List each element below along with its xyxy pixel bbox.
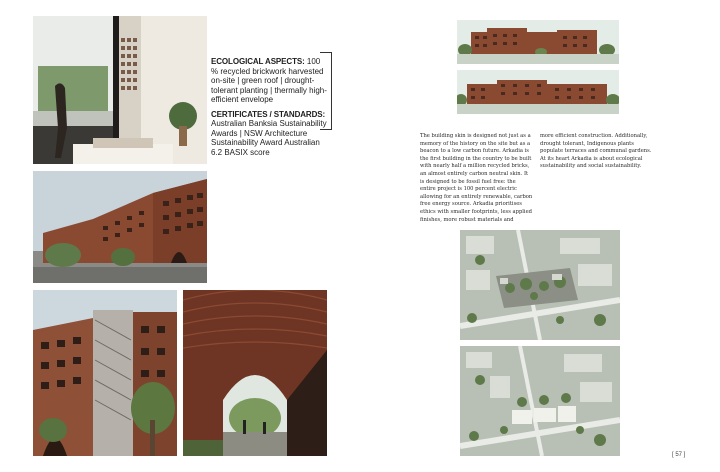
certificates-text: Australian Banksia Sustainability Awards | NSW Architecture Sustainability Award Australian 6.2 BASIX score xyxy=(211,119,327,157)
body-text-column-2: more efficient construction. Additionally, drought tolerant, Indigenous plants populate terraces and communal gardens. At its heart Arkadia is about ecological sustainability and social sustainability. xyxy=(540,133,652,170)
ecological-text: 100 % recycled brickwork harvested on-site | green roof | drought-tolerant planting | thermally high-efficient envelope xyxy=(211,57,327,104)
aspects-bracket xyxy=(320,52,332,130)
building-exterior-photo xyxy=(33,171,207,283)
facade-photo xyxy=(33,290,177,456)
arch-passage-photo xyxy=(183,290,327,456)
certificates-heading: CERTIFICATES / STANDARDS: xyxy=(211,109,326,119)
body-text-column-1: The building skin is designed not just as a memory of the history on the site but as a beacon to a low carbon future. Arkadia is the first building in the country to be built with nearly half a million recycled bricks, an almost entirely carbon neutral skin. It is designed to be fossil fuel free: the entire project is 100 percent electric allowing for an entirely renewable, carbon free energy source. Arkadia prioritises ethics with smaller footprints, less applied finishes, more robust materials and xyxy=(420,133,533,223)
ecological-heading: ECOLOGICAL ASPECTS: xyxy=(211,57,305,66)
aspects-block xyxy=(211,57,329,162)
elevation-drawing-bottom xyxy=(457,70,619,114)
site-plan-top xyxy=(460,230,620,340)
page-number: [ 57 ] xyxy=(672,452,686,458)
elevation-drawing-top xyxy=(457,20,619,64)
site-plan-bottom xyxy=(460,346,620,456)
interior-photo xyxy=(33,16,207,164)
